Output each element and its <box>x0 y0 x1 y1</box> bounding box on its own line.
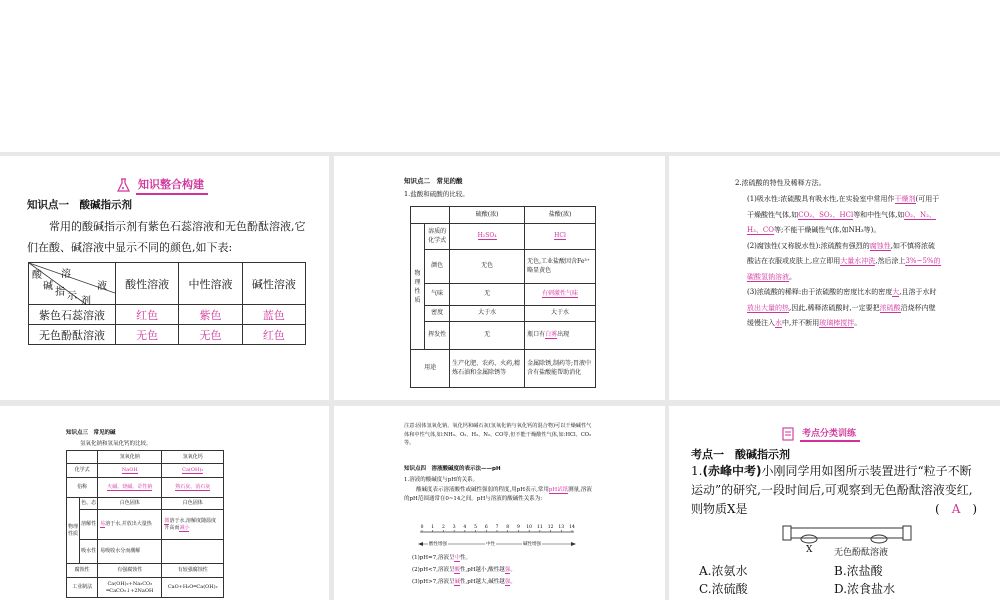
answer-text: 微 <box>164 517 170 524</box>
text: 性,pH越小,酸性越 <box>459 567 505 573</box>
table-row <box>411 284 596 306</box>
answer-cell: 紫色 <box>179 305 242 325</box>
row-label: 吸水性 <box>80 540 98 564</box>
options <box>699 562 969 598</box>
section-heading: 知识点一 酸碱指示剂 <box>27 199 132 211</box>
cell: 无 <box>450 284 525 306</box>
table-row <box>411 224 596 250</box>
text: 测量,溶液的pH范围通常在0~14之间。pH与溶液的酸碱性关系为: <box>404 487 592 502</box>
note-paragraph: 注意:固体氢氧化钠、氧化钙和碱石灰(氢氧化钠与氧化钙的混合物)可以干燥碱性气体和中性气体,如:NH₃、O₂、H₂、N₂、CO等,但不能干燥酸性气体,如:HCl、CO₂等。 <box>404 423 592 446</box>
table-row <box>67 478 224 498</box>
cell: 无 <box>450 322 525 350</box>
row-label: 密度 <box>425 306 450 322</box>
text: ,如不慎将浓硫酸沾在衣服或皮肤上,应立即用 <box>747 241 935 265</box>
experiment-figure <box>779 524 919 560</box>
diag-text: 指 <box>55 287 65 298</box>
answer-text: 腐蚀性 <box>869 241 891 250</box>
text: 性。 <box>459 555 471 561</box>
cell: 无色 <box>450 250 525 284</box>
row-label: 紫色石蕊溶液 <box>29 305 116 325</box>
answer-cell: 无色 <box>179 325 242 345</box>
question-number: 1. <box>691 464 703 478</box>
answer-text: CO₂、SO₂、 <box>798 210 840 219</box>
option-b[interactable]: B.浓盐酸 <box>834 564 883 578</box>
cell: 易吸收水分而潮解 <box>98 540 162 564</box>
base-comparison-table <box>66 450 224 598</box>
text: (2)pH<7,溶液呈 <box>412 567 455 573</box>
ph-rules <box>412 552 516 588</box>
answer-text: 易 <box>100 521 106 527</box>
option-c[interactable]: C.浓硫酸 <box>699 582 748 596</box>
ph-tick-label: 4 <box>463 525 467 530</box>
text: (2)腐蚀性(又称脱水性):浓硫酸有强烈的 <box>747 241 870 250</box>
answer-text: HCl <box>554 232 566 240</box>
page-exercise <box>669 406 1000 600</box>
page-conc-sulfuric-acid <box>669 156 1000 400</box>
answer-bracket: ( A ) <box>935 502 978 516</box>
answer-text: 熟石灰、消石灰 <box>175 484 211 490</box>
ph-scale-diagram <box>414 522 584 548</box>
ph-tick-label: 5 <box>474 525 478 530</box>
ph-tick-label: 11 <box>536 525 543 530</box>
col-header: 盐酸(浓) <box>525 207 596 224</box>
answer-text: 干燥剂 <box>894 195 916 203</box>
answer-cell <box>450 224 525 250</box>
row-label: 俗称 <box>67 478 98 498</box>
answer-text: pH试纸 <box>548 487 569 493</box>
ph-tick-label: 14 <box>569 525 575 530</box>
cell: 有强腐蚀性 <box>98 564 162 578</box>
answer-text: 减小 <box>179 524 190 531</box>
row-label: 色、态 <box>80 498 98 510</box>
cell <box>98 510 162 540</box>
diag-text: 示 <box>67 291 77 302</box>
text: 。 <box>789 272 796 281</box>
ph-tick-label: 13 <box>558 525 565 530</box>
answer-text: 强 <box>504 567 511 573</box>
text: 等和中性气体,如 <box>853 210 905 219</box>
answer-text: 3%~5%的碳酸氢钠溶液 <box>747 257 941 281</box>
answer-text: 白雾 <box>545 331 558 339</box>
answer-text: 大量水冲洗 <box>840 257 876 265</box>
notebook-icon <box>781 427 795 441</box>
table-row <box>67 540 224 564</box>
section-heading: 考点一 酸碱指示剂 <box>691 448 790 461</box>
answer-text: 大 <box>892 288 900 296</box>
ph-tick-label: 8 <box>506 525 510 530</box>
table-row <box>67 564 224 578</box>
row-label: 无色酚酞溶液 <box>29 325 116 345</box>
answer-cell <box>525 284 596 306</box>
answer-text: H₂SO₄ <box>477 232 497 240</box>
text: (3)pH>7,溶液呈 <box>412 579 455 585</box>
page-common-acids <box>334 156 665 400</box>
cell <box>525 322 596 350</box>
text: 酸碱度表示溶液酸性或碱性强弱的程度,用pH表示,常用 <box>416 487 549 493</box>
property-text <box>747 192 941 332</box>
section-title: 2.浓硫酸的特性及稀释方法。 <box>735 179 826 187</box>
col-header: 氢氧化钠 <box>98 451 162 464</box>
answer-text: 火碱、烧碱、苛性钠 <box>107 484 153 490</box>
item-dilution <box>747 285 941 332</box>
section-heading: 知识点三 常见的碱 <box>66 430 116 436</box>
axis-mid-label: 中性 <box>486 542 495 547</box>
blank-top-area <box>0 0 1000 152</box>
diag-text: 酸 <box>32 270 42 281</box>
text: 性,pH越大,碱性越 <box>459 579 505 585</box>
cell: 大于水 <box>450 306 525 322</box>
answer-cell <box>98 478 162 498</box>
table-row <box>411 306 596 322</box>
text: (1)吸水性:浓硫酸具有吸水性,在实验室中常用作 <box>747 195 895 203</box>
answer-cell: 蓝色 <box>242 305 305 325</box>
text: 小刚同学用如图所示装置进行“粒子不断运动”的研究,一段时间后,可观察到无色酚酞溶液变红,则物质X是 <box>691 464 973 516</box>
answer-text: 水 <box>775 319 782 327</box>
answer-cell <box>98 464 162 478</box>
diag-text: 剂 <box>81 296 91 307</box>
table-row <box>29 325 306 345</box>
col-header: 碱性溶液 <box>242 263 305 305</box>
table-row <box>67 498 224 510</box>
answer-text: HCl <box>839 210 854 219</box>
cell <box>162 510 224 540</box>
table-row <box>67 510 224 540</box>
row-label: 工业制法 <box>67 578 98 598</box>
row-label: 挥发性 <box>425 322 450 350</box>
row-label: 用途 <box>411 350 450 388</box>
section-heading: 知识点四 溶液酸碱度的表示法——pH <box>404 466 501 472</box>
text: 中,并不断用 <box>782 319 820 327</box>
col-header: 酸性溶液 <box>116 263 179 305</box>
axis-left-label: 酸性增强 <box>429 542 447 547</box>
rule-base <box>412 576 516 588</box>
text: 。 <box>510 579 516 585</box>
answer-text: A <box>951 502 961 516</box>
text: 溶于水,溶解度随温度升高而 <box>164 517 217 531</box>
text: ,然后涂上 <box>875 257 906 265</box>
item-absorbency <box>747 192 941 239</box>
answer-cell <box>162 464 224 478</box>
fig-label-x: X <box>806 545 813 555</box>
answer-cell <box>525 224 596 250</box>
subheading: 氢氧化钠和氢氧化钙的比较。 <box>80 441 152 447</box>
row-label: 溶质的化学式 <box>425 224 450 250</box>
ph-tick-label: 0 <box>420 525 424 530</box>
cell <box>162 540 224 564</box>
cell: 生产化肥、农药、火药,精炼石油和金属除锈等 <box>450 350 525 388</box>
section-heading: 知识点二 常见的酸 <box>404 177 463 185</box>
ph-tick-label: 12 <box>547 525 554 530</box>
section-banner <box>781 426 860 442</box>
text: 等;不能干燥碱性气体,如NH₃等)。 <box>774 226 881 234</box>
ph-tick-label: 6 <box>484 525 488 530</box>
cell: 白色固体 <box>98 498 162 510</box>
answer-text: 有刺激性气味 <box>542 290 579 298</box>
item-corrosiveness <box>747 239 941 286</box>
answer-text: 酸 <box>454 567 460 573</box>
cell: 大于水 <box>525 306 596 322</box>
text: 。 <box>510 567 516 573</box>
diag-text: 碱 <box>43 281 53 292</box>
ph-tick-label: 2 <box>441 525 445 530</box>
text: ,且溶于水时 <box>899 288 937 296</box>
text: ,因此,稀释浓硫酸时,一定要把 <box>789 303 880 312</box>
cell: CaO+H₂O═Ca(OH)₂ <box>162 578 224 598</box>
ph-tick-label: 7 <box>495 525 499 530</box>
col-header: 氢氧化钙 <box>162 451 224 464</box>
axis-right-label: 碱性增强 <box>523 542 541 547</box>
cell: 金属除锈,制药等;胃液中含有盐酸能帮助消化 <box>525 350 596 388</box>
subheading: 1.溶液的酸碱度与pH的关系。 <box>404 477 479 483</box>
table-row <box>67 578 224 598</box>
question-source: (赤峰中考) <box>702 464 762 478</box>
answer-cell: 无色 <box>116 325 179 345</box>
text: 。 <box>854 319 862 327</box>
text: 瓶口有 <box>527 331 546 339</box>
group-label: 物理性质 <box>67 498 80 564</box>
ph-tick-label: 1 <box>431 525 435 530</box>
ph-tick-label: 3 <box>452 525 456 530</box>
table-row <box>67 464 224 478</box>
table-row <box>29 305 306 325</box>
answer-text: 玻璃棒搅拌 <box>819 319 855 327</box>
text: (可用于干燥酸性气体,如 <box>747 195 940 219</box>
answer-text: 强 <box>504 579 511 585</box>
page-acid-base-indicators <box>0 156 329 400</box>
row-label: 溶解性 <box>80 510 98 540</box>
col-header: 中性溶液 <box>179 263 242 305</box>
row-label: 气味 <box>425 284 450 306</box>
subheading: 1.盐酸和硫酸的比较。 <box>404 190 469 198</box>
answer-text: 放出大量的热 <box>747 303 789 312</box>
text: 溶于水,并放出大量热 <box>105 521 152 527</box>
text: (3)浓硫酸的稀释:由于浓硫酸的密度比水的密度 <box>747 288 893 296</box>
section-banner <box>116 176 208 195</box>
cell: 无色,工业盐酸因含Fe³⁺略显黄色 <box>525 250 596 284</box>
banner-title: 知识整合构建 <box>136 176 208 195</box>
option-a[interactable]: A.浓氨水 <box>699 564 748 578</box>
answer-text: 中 <box>454 555 460 561</box>
page-ph-scale <box>334 406 665 600</box>
rule-acid <box>412 564 516 576</box>
answer-text: 浓硫酸 <box>879 303 901 312</box>
answer-cell: 红色 <box>242 325 305 345</box>
row-label: 化学式 <box>67 464 98 478</box>
flask-icon <box>116 178 131 193</box>
answer-text: NaOH <box>121 467 138 473</box>
cell: 有较强腐蚀性 <box>162 564 224 578</box>
cell: Ca(OH)₂+Na₂CO₃ ═CaCO₃↓+2NaOH <box>98 578 162 598</box>
group-label: 物理性质 <box>411 224 425 350</box>
answer-cell <box>162 478 224 498</box>
fig-label-solution: 无色酚酞溶液 <box>834 548 889 558</box>
table-row <box>411 350 596 388</box>
text: (1)pH=7,溶液呈 <box>412 555 455 561</box>
table-row <box>411 322 596 350</box>
table-row <box>411 250 596 284</box>
row-label: 颜色 <box>425 250 450 284</box>
option-d[interactable]: D.浓食盐水 <box>834 582 896 596</box>
page-common-bases <box>0 406 329 600</box>
diag-text: 液 <box>97 281 107 292</box>
col-header: 硫酸(浓) <box>450 207 525 224</box>
answer-text: 碱 <box>454 579 460 585</box>
intro-paragraph: 常用的酸碱指示剂有紫色石蕊溶液和无色酚酞溶液,它们在酸、碱溶液中显示不同的颜色,如下表: <box>27 220 306 254</box>
ph-paragraph <box>404 486 594 504</box>
diagonal-header-cell <box>29 263 116 305</box>
cell: 白色固体 <box>162 498 224 510</box>
answer-text: O₂、N₂、H₂、CO <box>747 210 936 234</box>
ph-tick-label: 9 <box>516 525 520 530</box>
answer-cell: 红色 <box>116 305 179 325</box>
indicator-table <box>28 262 306 345</box>
acid-comparison-table <box>410 206 596 388</box>
ph-tick-label: 10 <box>526 525 533 530</box>
banner-title: 考点分类训练 <box>800 426 860 442</box>
answer-text: Ca(OH)₂ <box>182 467 204 473</box>
rule-neutral <box>412 552 516 564</box>
diag-text: 溶 <box>61 269 71 280</box>
text: 出现 <box>557 331 570 339</box>
row-label: 腐蚀性 <box>67 564 98 578</box>
text: 沿烧杯内壁缓慢注入 <box>747 303 936 327</box>
